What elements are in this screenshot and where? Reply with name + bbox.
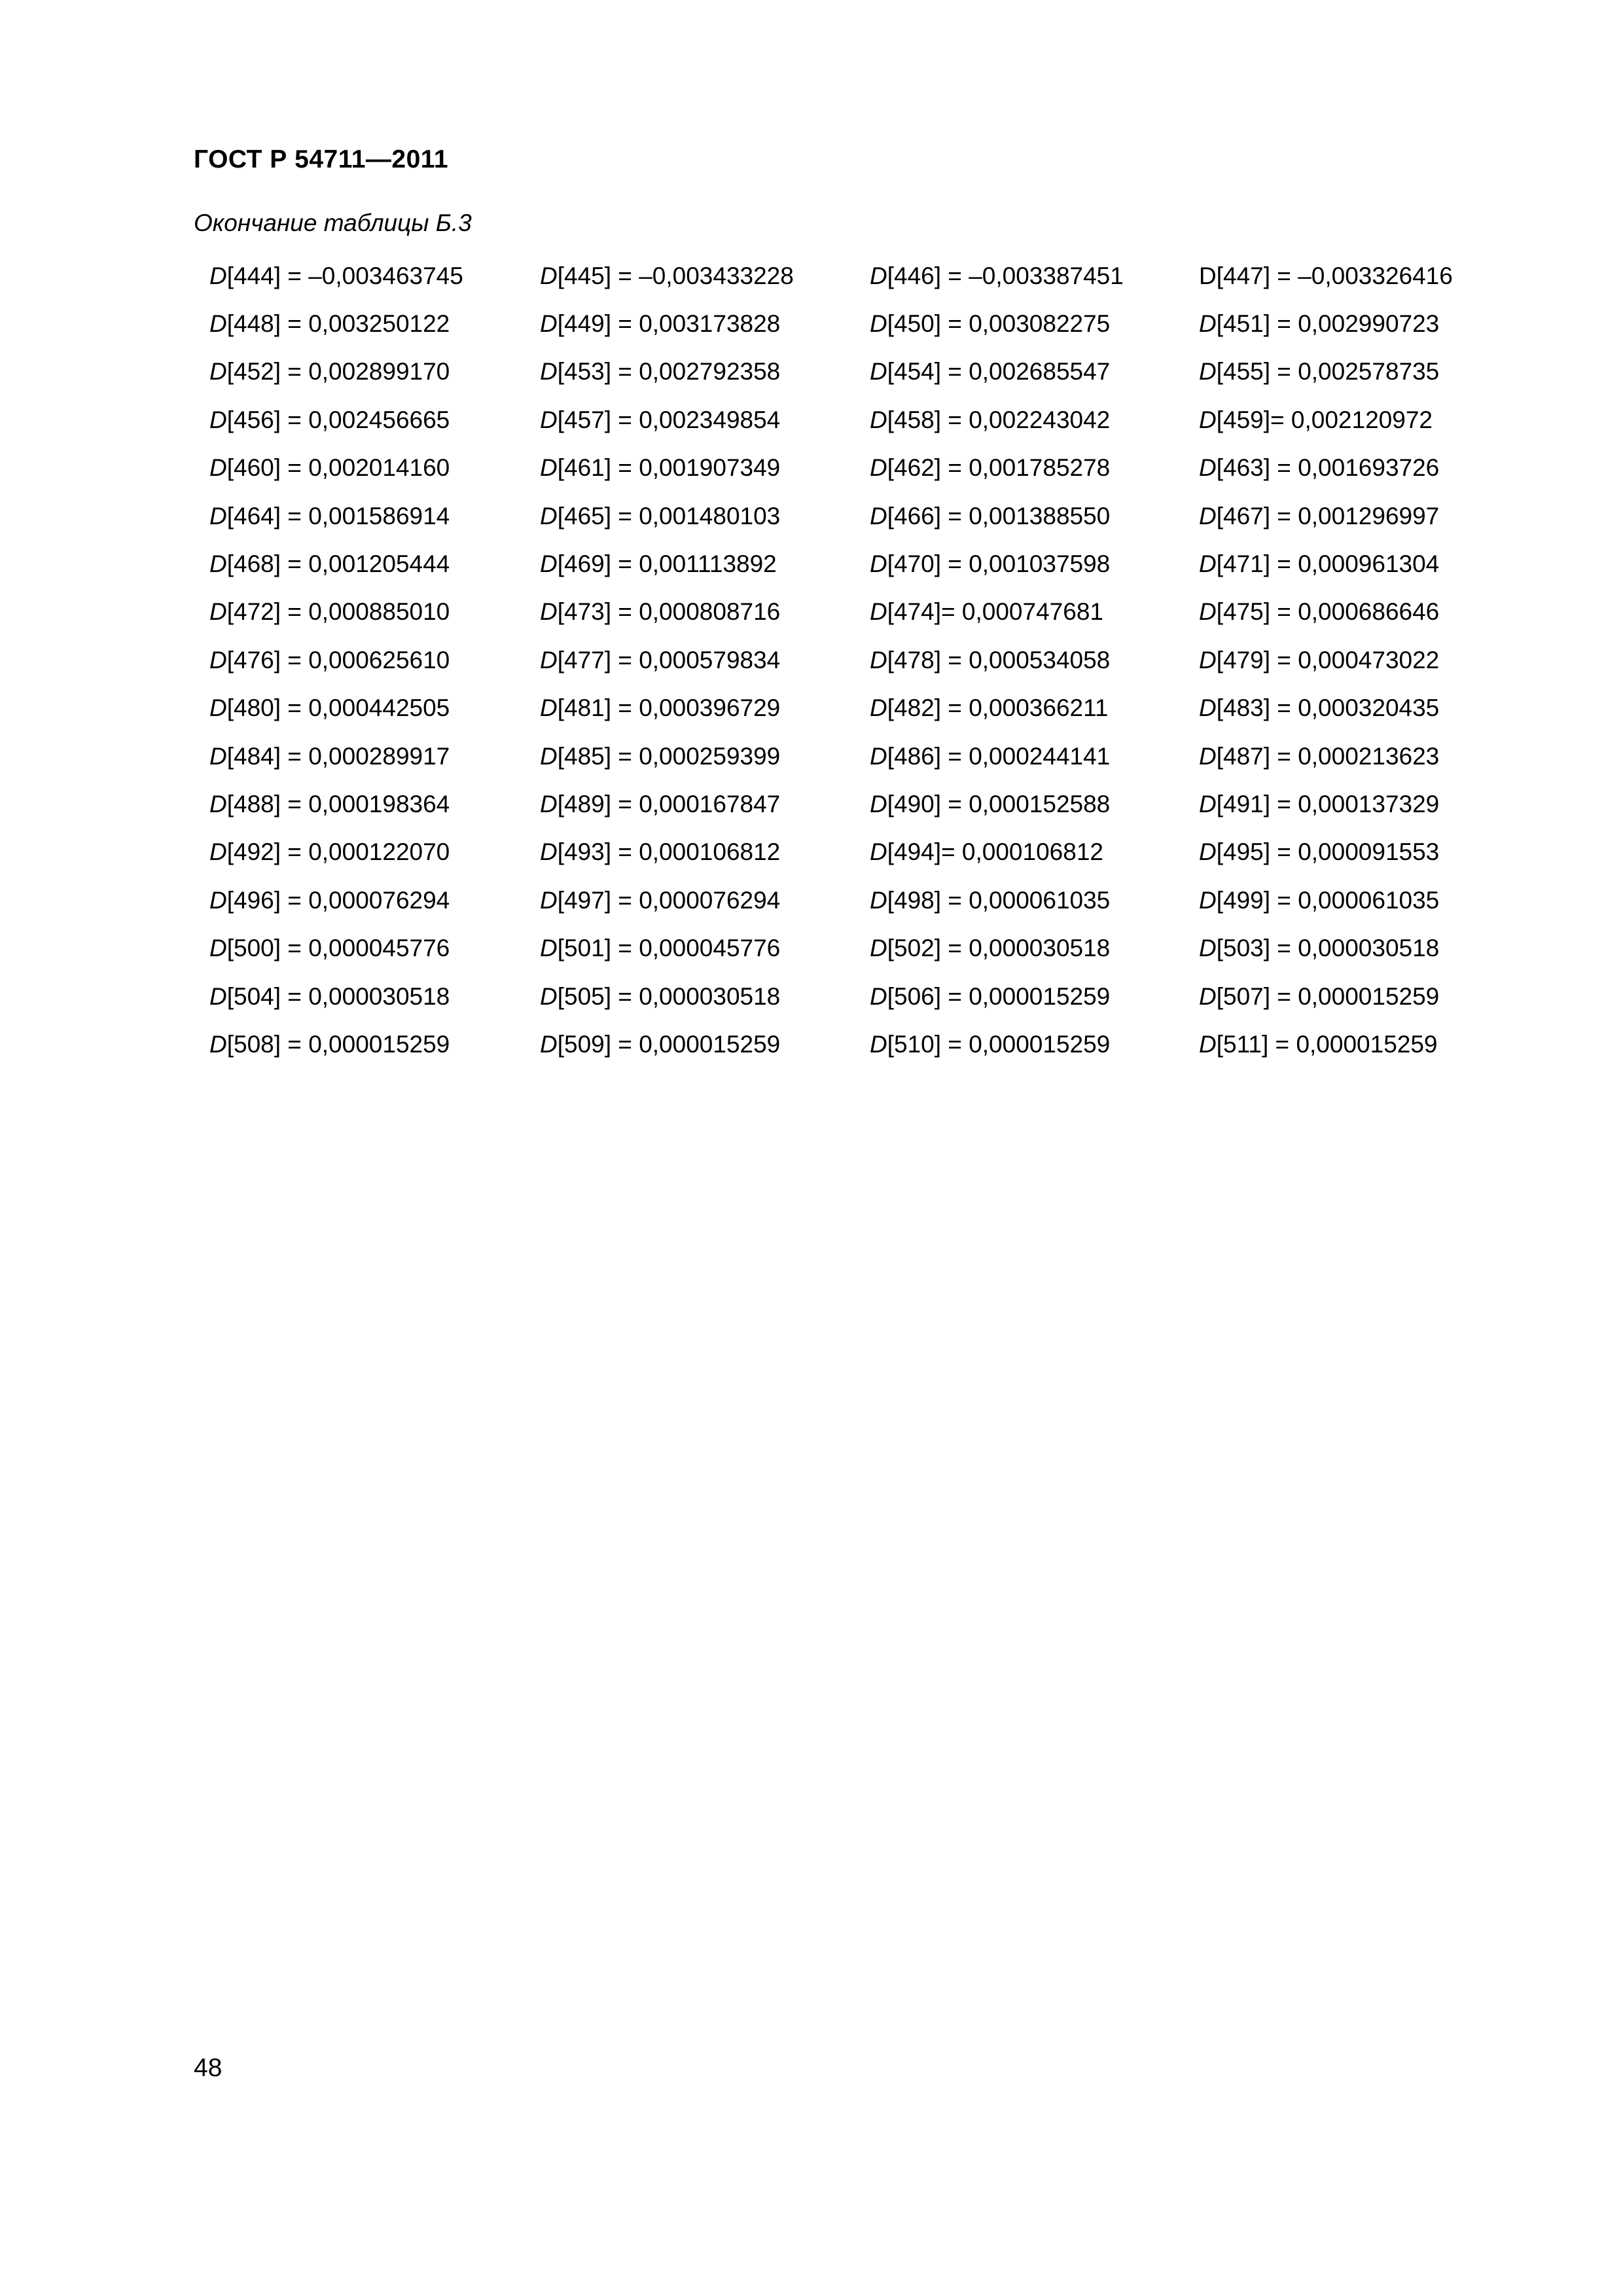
table-row: [209, 829, 1525, 876]
coefficient-symbol: D: [209, 502, 227, 529]
coefficient-symbol: D: [1199, 358, 1217, 386]
coefficients-table: [209, 252, 1525, 1069]
table-cell: [870, 310, 1199, 338]
coefficient-symbol: D: [209, 838, 227, 866]
table-cell: [540, 791, 870, 818]
table-row: [209, 444, 1525, 492]
coefficient-value: [452] = 0,002899170: [226, 358, 450, 386]
coefficient-symbol: D: [209, 310, 227, 338]
table-row: [209, 924, 1525, 972]
coefficient-value: [454] = 0,002685547: [887, 358, 1111, 386]
coefficient-symbol: D: [870, 1030, 887, 1058]
coefficient-symbol: D: [209, 790, 227, 817]
table-cell: [209, 935, 540, 962]
table-cell: [209, 598, 540, 626]
coefficient-symbol: D: [1199, 646, 1217, 673]
coefficient-value: [472] = 0,000885010: [226, 598, 450, 626]
table-cell: [870, 262, 1199, 290]
table-cell: [540, 935, 870, 962]
coefficient-value: [508] = 0,000015259: [226, 1030, 450, 1058]
document-header: ГОСТ Р 54711—2011: [194, 145, 449, 173]
table-cell: [209, 1031, 540, 1058]
coefficient-symbol: D: [1199, 406, 1217, 433]
coefficient-symbol: D: [1199, 935, 1217, 962]
table-cell: [870, 358, 1199, 386]
coefficient-value: [480] = 0,000442505: [226, 694, 450, 722]
coefficient-value: [471] = 0,000961304: [1216, 550, 1440, 578]
coefficient-symbol: D: [870, 358, 887, 386]
coefficient-symbol: D: [870, 838, 887, 866]
table-cell: [540, 310, 870, 338]
table-cell: [870, 503, 1199, 530]
coefficient-symbol: D: [540, 502, 558, 529]
coefficient-symbol: D: [870, 646, 887, 673]
coefficient-value: [467] = 0,001296997: [1216, 502, 1440, 529]
coefficient-symbol: D: [209, 694, 227, 722]
coefficient-value: [453] = 0,002792358: [557, 358, 781, 386]
table-row: [209, 252, 1525, 300]
table-row: [209, 732, 1525, 780]
table-cell: [209, 454, 540, 482]
table-cell: [209, 838, 540, 866]
coefficient-symbol: D: [1199, 310, 1217, 338]
coefficient-symbol: D: [540, 550, 558, 578]
table-cell: [540, 503, 870, 530]
table-cell: [870, 550, 1199, 578]
coefficient-value: [450] = 0,003082275: [887, 310, 1111, 338]
coefficient-value: [461] = 0,001907349: [557, 454, 781, 482]
coefficient-value: [459]= 0,002120972: [1216, 406, 1433, 433]
coefficient-value: [488] = 0,000198364: [226, 790, 450, 817]
coefficient-symbol: D: [540, 406, 558, 433]
coefficient-value: [486] = 0,000244141: [887, 742, 1111, 770]
coefficient-value: [445] = –0,003433228: [557, 262, 794, 289]
coefficient-symbol: D: [540, 454, 558, 482]
coefficient-symbol: D: [1199, 694, 1217, 722]
coefficient-symbol: D: [870, 790, 887, 817]
coefficient-symbol: D: [209, 358, 227, 386]
table-cell: [209, 406, 540, 434]
table-cell: [209, 887, 540, 914]
table-row: [209, 348, 1525, 396]
coefficient-symbol: D: [1199, 838, 1217, 866]
coefficient-value: [509] = 0,000015259: [557, 1030, 781, 1058]
table-cell: [1199, 743, 1525, 770]
coefficient-value: [484] = 0,000289917: [226, 742, 450, 770]
table-cell: [870, 838, 1199, 866]
coefficient-symbol: D: [870, 598, 887, 626]
coefficient-symbol: D: [209, 742, 227, 770]
coefficient-value: [511] = 0,000015259: [1216, 1030, 1438, 1058]
coefficient-symbol: D: [870, 935, 887, 962]
table-row: [209, 685, 1525, 732]
coefficient-symbol: D: [209, 454, 227, 482]
coefficient-value: [477] = 0,000579834: [557, 646, 781, 673]
coefficient-value: [510] = 0,000015259: [887, 1030, 1111, 1058]
coefficient-value: [496] = 0,000076294: [226, 886, 450, 914]
coefficient-symbol: D: [1199, 598, 1217, 626]
table-cell: [870, 935, 1199, 962]
table-row: [209, 540, 1525, 588]
coefficient-symbol: D: [1199, 262, 1217, 289]
table-cell: [1199, 262, 1525, 290]
coefficient-value: [444] = –0,003463745: [226, 262, 463, 289]
coefficient-symbol: D: [540, 982, 558, 1010]
table-row: [209, 1020, 1525, 1068]
table-cell: [209, 310, 540, 338]
coefficient-symbol: D: [1199, 742, 1217, 770]
table-cell: [209, 694, 540, 722]
coefficient-symbol: D: [540, 935, 558, 962]
coefficient-value: [460] = 0,002014160: [226, 454, 450, 482]
coefficient-symbol: D: [870, 262, 887, 289]
coefficient-value: [458] = 0,002243042: [887, 406, 1111, 433]
table-cell: [540, 887, 870, 914]
coefficient-value: [464] = 0,001586914: [226, 502, 450, 529]
coefficient-symbol: D: [1199, 454, 1217, 482]
table-row: [209, 636, 1525, 684]
coefficient-value: [490] = 0,000152588: [887, 790, 1111, 817]
coefficient-value: [494]= 0,000106812: [887, 838, 1103, 866]
coefficient-symbol: D: [870, 886, 887, 914]
coefficient-value: [493] = 0,000106812: [557, 838, 781, 866]
table-row: [209, 876, 1525, 924]
table-cell: [1199, 791, 1525, 818]
table-row: [209, 588, 1525, 636]
table-cell: [209, 983, 540, 1011]
coefficient-value: [499] = 0,000061035: [1216, 886, 1440, 914]
table-cell: [209, 262, 540, 290]
table-row: [209, 300, 1525, 348]
coefficient-symbol: D: [540, 598, 558, 626]
coefficient-symbol: D: [870, 406, 887, 433]
coefficient-symbol: D: [1199, 502, 1217, 529]
coefficient-value: [470] = 0,001037598: [887, 550, 1111, 578]
table-cell: [540, 983, 870, 1011]
table-cell: [870, 743, 1199, 770]
table-cell: [540, 454, 870, 482]
coefficient-value: [478] = 0,000534058: [887, 646, 1111, 673]
table-cell: [209, 791, 540, 818]
table-cell: [870, 454, 1199, 482]
coefficient-symbol: D: [540, 646, 558, 673]
coefficient-value: [447] = –0,003326416: [1216, 262, 1453, 289]
coefficient-symbol: D: [540, 1030, 558, 1058]
table-cell: [1199, 694, 1525, 722]
table-row: [209, 780, 1525, 828]
table-cell: [1199, 983, 1525, 1011]
table-cell: [1199, 358, 1525, 386]
coefficient-value: [506] = 0,000015259: [887, 982, 1111, 1010]
table-cell: [870, 694, 1199, 722]
coefficient-value: [507] = 0,000015259: [1216, 982, 1440, 1010]
coefficient-value: [501] = 0,000045776: [557, 935, 781, 962]
table-cell: [209, 358, 540, 386]
table-cell: [540, 1031, 870, 1058]
coefficient-symbol: D: [870, 454, 887, 482]
coefficient-symbol: D: [540, 358, 558, 386]
table-cell: [209, 647, 540, 674]
coefficient-value: [500] = 0,000045776: [226, 935, 450, 962]
table-cell: [209, 743, 540, 770]
coefficient-value: [466] = 0,001388550: [887, 502, 1111, 529]
table-cell: [209, 503, 540, 530]
table-cell: [1199, 550, 1525, 578]
coefficient-symbol: D: [540, 886, 558, 914]
page-number: 48: [194, 2054, 223, 2082]
table-cell: [870, 983, 1199, 1011]
table-cell: [870, 1031, 1199, 1058]
coefficient-symbol: D: [209, 646, 227, 673]
coefficient-value: [504] = 0,000030518: [226, 982, 450, 1010]
coefficient-symbol: D: [209, 262, 227, 289]
coefficient-symbol: D: [209, 1030, 227, 1058]
coefficient-symbol: D: [1199, 886, 1217, 914]
table-row: [209, 396, 1525, 444]
coefficient-symbol: D: [870, 502, 887, 529]
coefficient-value: [495] = 0,000091553: [1216, 838, 1440, 866]
coefficient-symbol: D: [209, 550, 227, 578]
coefficient-value: [497] = 0,000076294: [557, 886, 781, 914]
coefficient-symbol: D: [1199, 1030, 1217, 1058]
coefficient-value: [455] = 0,002578735: [1216, 358, 1440, 386]
coefficient-value: [489] = 0,000167847: [557, 790, 781, 817]
coefficient-symbol: D: [1199, 550, 1217, 578]
coefficient-value: [474]= 0,000747681: [887, 598, 1103, 626]
table-cell: [1199, 647, 1525, 674]
coefficient-value: [483] = 0,000320435: [1216, 694, 1440, 722]
coefficient-value: [463] = 0,001693726: [1216, 454, 1440, 482]
coefficient-symbol: D: [540, 310, 558, 338]
coefficient-symbol: D: [540, 262, 558, 289]
table-cell: [1199, 310, 1525, 338]
coefficient-value: [482] = 0,000366211: [887, 694, 1109, 722]
coefficient-value: [451] = 0,002990723: [1216, 310, 1440, 338]
table-cell: [540, 838, 870, 866]
coefficient-value: [469] = 0,001113892: [557, 550, 777, 578]
coefficient-symbol: D: [870, 694, 887, 722]
table-cell: [870, 598, 1199, 626]
coefficient-value: [502] = 0,000030518: [887, 935, 1111, 962]
coefficient-value: [479] = 0,000473022: [1216, 646, 1440, 673]
table-cell: [870, 647, 1199, 674]
coefficient-value: [462] = 0,001785278: [887, 454, 1111, 482]
coefficient-symbol: D: [1199, 982, 1217, 1010]
table-cell: [1199, 503, 1525, 530]
table-cell: [1199, 1031, 1525, 1058]
coefficient-value: [476] = 0,000625610: [226, 646, 450, 673]
table-cell: [540, 647, 870, 674]
table-row: [209, 492, 1525, 540]
coefficient-value: [446] = –0,003387451: [887, 262, 1124, 289]
table-cell: [540, 598, 870, 626]
table-cell: [540, 694, 870, 722]
coefficient-value: [505] = 0,000030518: [557, 982, 781, 1010]
coefficient-symbol: D: [540, 838, 558, 866]
coefficient-symbol: D: [209, 598, 227, 626]
table-cell: [1199, 935, 1525, 962]
coefficient-symbol: D: [209, 886, 227, 914]
table-cell: [870, 406, 1199, 434]
coefficient-symbol: D: [209, 406, 227, 433]
table-cell: [870, 887, 1199, 914]
coefficient-symbol: D: [209, 935, 227, 962]
coefficient-symbol: D: [540, 694, 558, 722]
table-row: [209, 973, 1525, 1020]
coefficient-value: [448] = 0,003250122: [226, 310, 450, 338]
table-caption: Окончание таблицы Б.3: [194, 209, 472, 236]
coefficient-value: [498] = 0,000061035: [887, 886, 1111, 914]
coefficient-value: [491] = 0,000137329: [1216, 790, 1440, 817]
coefficient-symbol: D: [870, 550, 887, 578]
table-cell: [540, 406, 870, 434]
coefficient-value: [503] = 0,000030518: [1216, 935, 1440, 962]
coefficient-symbol: D: [540, 742, 558, 770]
coefficient-value: [457] = 0,002349854: [557, 406, 781, 433]
coefficient-value: [487] = 0,000213623: [1216, 742, 1440, 770]
coefficient-value: [475] = 0,000686646: [1216, 598, 1440, 626]
coefficient-value: [468] = 0,001205444: [226, 550, 450, 578]
table-cell: [540, 262, 870, 290]
coefficient-value: [485] = 0,000259399: [557, 742, 781, 770]
table-cell: [540, 743, 870, 770]
table-cell: [209, 550, 540, 578]
coefficient-symbol: D: [870, 310, 887, 338]
coefficient-value: [492] = 0,000122070: [226, 838, 450, 866]
coefficient-symbol: D: [540, 790, 558, 817]
coefficient-symbol: D: [870, 742, 887, 770]
table-cell: [1199, 887, 1525, 914]
coefficient-value: [473] = 0,000808716: [557, 598, 781, 626]
table-cell: [1199, 454, 1525, 482]
coefficient-value: [449] = 0,003173828: [557, 310, 781, 338]
coefficient-value: [465] = 0,001480103: [557, 502, 781, 529]
table-cell: [540, 358, 870, 386]
coefficient-value: [456] = 0,002456665: [226, 406, 450, 433]
coefficient-value: [481] = 0,000396729: [557, 694, 781, 722]
coefficient-symbol: D: [870, 982, 887, 1010]
coefficient-symbol: D: [1199, 790, 1217, 817]
table-cell: [870, 791, 1199, 818]
table-cell: [1199, 406, 1525, 434]
table-cell: [1199, 598, 1525, 626]
table-cell: [1199, 838, 1525, 866]
table-cell: [540, 550, 870, 578]
coefficient-symbol: D: [209, 982, 227, 1010]
